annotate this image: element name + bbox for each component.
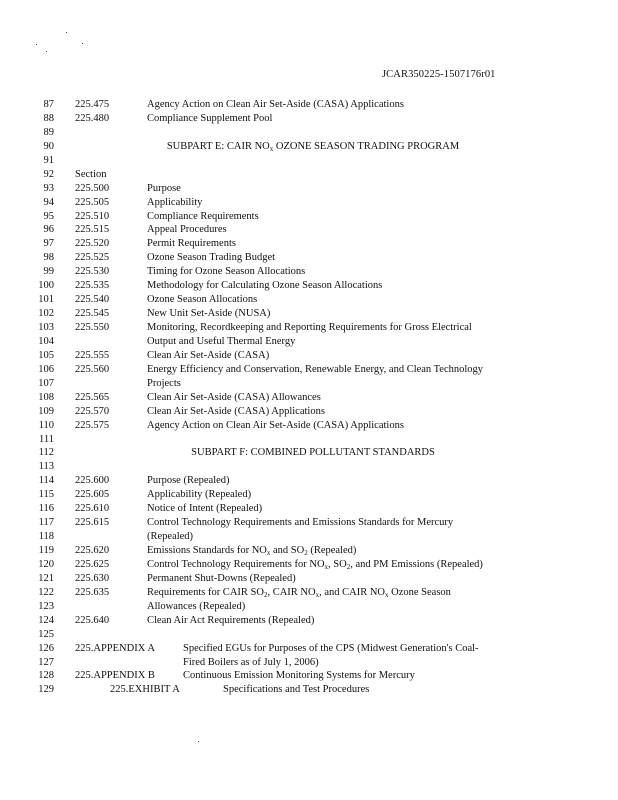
section-number: 225.635 [75,586,110,598]
document-line [0,391,618,405]
line-number: 93 [43,182,54,194]
line-number: 123 [38,600,54,612]
exhibit-title: Specifications and Test Procedures [223,684,370,696]
document-line [0,349,618,363]
section-number: 225.520 [75,238,110,250]
document-line [0,182,618,196]
document-line [0,265,618,279]
text-run: (Repealed) [307,545,357,556]
line-number: 127 [38,656,54,668]
document-line [0,196,618,210]
section-title: Timing for Ozone Season Allocations [147,266,306,278]
document-line [0,656,618,670]
section-number: 225.570 [75,405,110,417]
section-title: Energy Efficiency and Conservation, Renewable Energy, and Clean Technology [147,363,484,375]
line-number: 122 [38,586,54,598]
document-line [0,168,618,182]
line-number: 105 [38,349,54,361]
section-title: Agency Action on Clean Air Set-Aside (CASA) Applications [147,419,404,431]
line-number: 117 [38,517,54,529]
line-number: 112 [38,447,54,459]
section-number: 225.605 [75,489,110,501]
document-line [0,140,618,154]
section-title: Notice of Intent (Repealed) [147,503,263,515]
document-line [0,112,618,126]
section-title: Compliance Requirements [147,210,259,222]
document-line [0,154,618,168]
section-number: 225.475 [75,99,110,110]
line-number: 90 [43,140,54,152]
line-number: 129 [38,684,54,696]
section-number: 225.610 [75,503,110,515]
subscript: 2 [263,590,268,599]
section-number: 225.540 [75,294,110,306]
document-line [0,237,618,251]
line-number: 121 [38,572,54,584]
subpart-heading: SUBPART F: COMBINED POLLUTANT STANDARDS [191,447,435,459]
line-number: 91 [43,154,54,166]
section-title: Applicability [147,196,203,208]
section-number: 225.530 [75,266,110,278]
subscript: x [324,562,329,571]
line-number: 109 [38,405,54,417]
section-number: 225.630 [75,572,110,584]
line-number: 108 [38,391,54,403]
document-line [0,419,618,433]
document-line [0,223,618,237]
document-line [0,307,618,321]
appendix-number: 225.APPENDIX B [75,670,155,682]
line-number: 107 [38,377,54,389]
section-number: 225.545 [75,308,110,320]
section-title: Projects [147,377,181,389]
section-title: Output and Useful Thermal Energy [147,335,296,347]
line-number: 104 [38,335,54,347]
line-numbered-listing [0,98,618,697]
section-number: 225.560 [75,363,110,375]
line-number: 128 [38,670,54,682]
section-title: Control Technology Requirements and Emissions Standards for Mercury [147,517,454,529]
subscript: x [315,590,320,599]
section-number: 225.600 [75,475,110,487]
line-number: 92 [43,168,54,180]
line-number: 103 [38,322,54,333]
line-number: 113 [38,461,54,473]
document-line [0,586,618,600]
section-number: 225.575 [75,419,110,431]
line-number: 89 [43,126,54,138]
line-number: 119 [38,545,54,556]
section-title: Clean Air Set-Aside (CASA) [147,349,270,361]
line-number: 126 [38,642,54,654]
exhibit-number: 225.EXHIBIT A [110,684,180,696]
section-title: Purpose [147,182,181,194]
section-title: Agency Action on Clean Air Set-Aside (CASA) Applications [147,99,404,110]
section-title: Ozone Season Trading Budget [147,252,276,264]
line-number: 95 [43,210,54,222]
section-number: 225.625 [75,558,110,570]
document-line [0,683,618,697]
appendix-title: Specified EGUs for Purposes of the CPS (Midwest Generation's Coal- [183,642,479,654]
document-line [0,335,618,349]
section-title: Clean Air Set-Aside (CASA) Allowances [147,391,321,403]
document-line [0,530,618,544]
line-number: 124 [38,614,54,626]
section-title: Appeal Procedures [147,224,227,236]
line-number: 120 [38,558,54,570]
document-line [0,377,618,391]
section-number: 225.535 [75,280,110,292]
line-number: 111 [39,433,54,445]
section-number: 225.525 [75,252,110,264]
text-run: , SO [328,558,347,570]
line-number: 115 [38,489,54,501]
document-line [0,544,618,558]
section-title: Ozone Season Allocations [147,294,258,306]
section-title [147,586,451,600]
line-number: 114 [38,475,54,487]
section-number: 225.615 [75,517,110,529]
section-title: Allowances (Repealed) [147,600,246,612]
line-number: 106 [38,363,54,375]
text-run: Emissions Standards for NO [147,545,267,556]
line-number: 98 [43,252,54,264]
section-number: 225.550 [75,322,110,333]
section-number: 225.640 [75,614,110,626]
document-line [0,251,618,265]
line-number: 88 [43,112,54,124]
text-run: OZONE SEASON TRADING PROGRAM [273,140,460,152]
line-number: 125 [38,628,54,640]
text-run: Requirements for CAIR SO [147,586,264,598]
document-line [0,516,618,530]
section-title: Monitoring, Recordkeeping and Reporting Requirements for Gross Electrical [147,322,472,333]
line-number: 87 [43,99,54,110]
subscript: x [385,590,389,599]
subscript: x [269,144,274,153]
section-title [147,558,483,572]
line-number: 116 [38,503,54,515]
section-title: Permit Requirements [147,238,236,250]
text-run: and SO [270,545,305,556]
section-title: Permanent Shut-Downs (Repealed) [147,572,296,584]
line-number: 102 [38,308,54,320]
section-number: 225.555 [75,349,110,361]
document-line [0,628,618,642]
line-number: 94 [43,196,54,208]
appendix-title: Fired Boilers as of July 1, 2006) [183,656,319,668]
document-line [0,502,618,516]
text-run: Ozone Season [388,586,451,598]
section-title: (Repealed) [147,531,194,543]
subscript: 2 [346,562,351,571]
document-line [0,558,618,572]
appendix-number: 225.APPENDIX A [75,642,155,654]
section-number: 225.480 [75,112,110,124]
section-number: 225.500 [75,182,110,194]
document-line [0,474,618,488]
line-number: 110 [38,419,54,431]
text-run: SUBPART E: CAIR NO [166,140,270,152]
text-run: Control Technology Requirements for NO [147,558,325,570]
document-line [0,488,618,502]
section-title: Clean Air Set-Aside (CASA) Applications [147,405,325,417]
document-line [0,669,618,683]
subpart-heading [0,140,618,154]
section-title: Methodology for Calculating Ozone Season Allocations [147,280,383,292]
document-line [0,460,618,474]
section-title [147,544,356,558]
line-number: 101 [38,294,54,306]
line-number: 96 [43,224,54,236]
text-run: , and PM Emissions (Repealed) [350,558,483,570]
document-line [0,614,618,628]
section-title: Purpose (Repealed) [147,475,230,487]
document-line [0,433,618,447]
section-number: 225.510 [75,210,110,222]
document-line [0,321,618,335]
document-line [0,642,618,656]
document-line [0,98,618,112]
document-line [0,363,618,377]
section-title: Applicability (Repealed) [147,489,252,501]
line-number: 100 [38,280,54,292]
document-id: JCAR350225-1507176r01 [382,69,496,80]
section-title: Compliance Supplement Pool [147,112,273,124]
document-line [0,405,618,419]
document-line [0,446,618,460]
document-line [0,210,618,224]
subscript: 2 [304,549,308,557]
line-number: 99 [43,266,54,278]
section-number: Section [75,168,107,180]
document-line [0,600,618,614]
text-run: , and CAIR NO [319,586,386,598]
appendix-title: Continuous Emission Monitoring Systems for Mercury [183,670,415,682]
document-line [0,279,618,293]
document-line [0,572,618,586]
line-number: 118 [38,531,54,543]
section-number: 225.620 [75,545,110,556]
section-number: 225.515 [75,224,110,236]
section-title: Clean Air Act Requirements (Repealed) [147,614,315,626]
line-number: 97 [43,238,54,250]
document-line [0,126,618,140]
section-title: New Unit Set-Aside (NUSA) [147,308,271,320]
section-number: 225.505 [75,196,110,208]
text-run: , CAIR NO [267,586,316,598]
section-number: 225.565 [75,391,110,403]
subscript: x [266,549,271,557]
document-line [0,293,618,307]
